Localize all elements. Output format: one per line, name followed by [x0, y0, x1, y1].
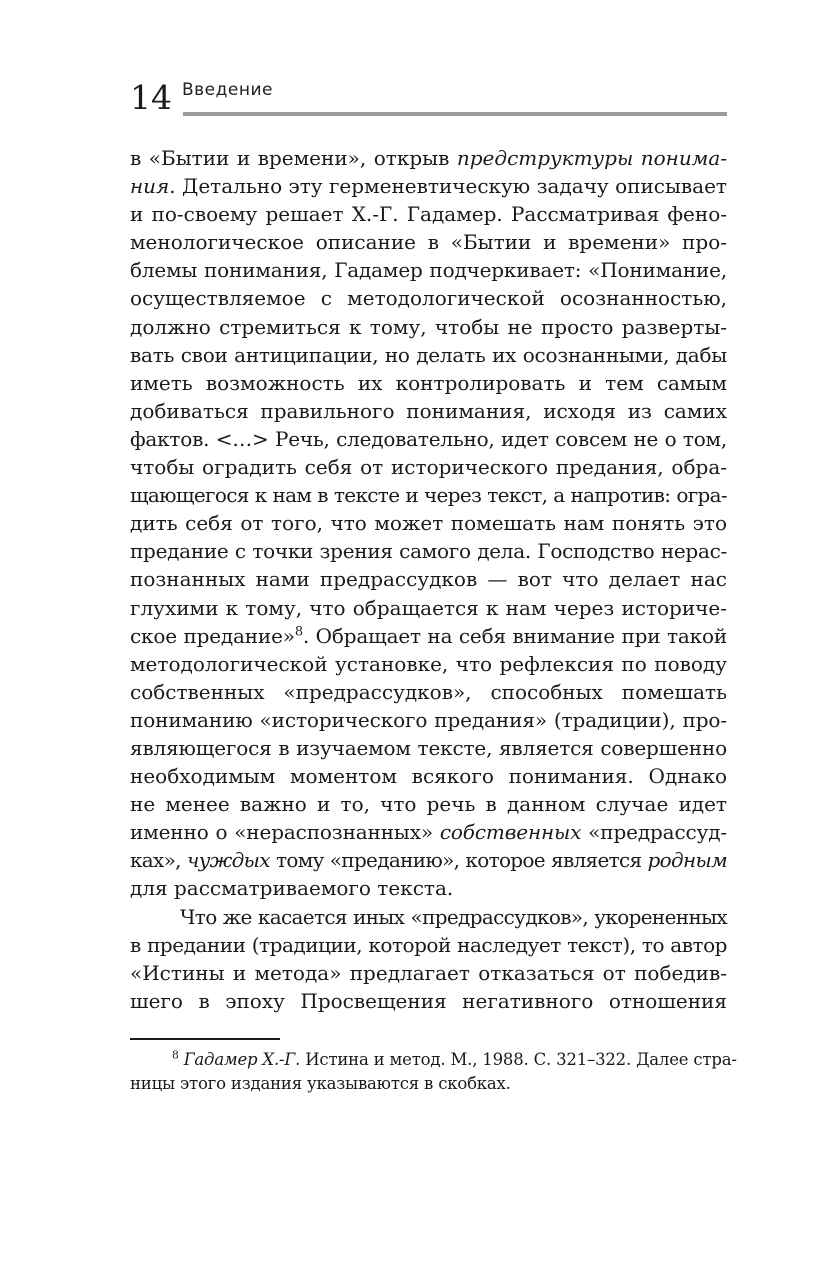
text-line: «Истины и метода» предлагает отказаться от победив- [130, 960, 727, 985]
text-line: чтобы оградить себя от исторического предания, обра- [130, 455, 727, 480]
text-line: дить себя от того, что может помешать нам понять это [130, 511, 727, 536]
footnote-separator [130, 1038, 280, 1040]
footnote-author: Гадамер Х.-Г. [183, 1050, 301, 1069]
text-line: должно стремиться к тому, чтобы не просто разверты- [130, 314, 727, 339]
text-line: шего в эпоху Просвещения негативного отношения [130, 988, 727, 1013]
text-line: именно о «нераспознанных» собственных «предрассуд- [130, 820, 727, 845]
text-line: иметь возможность их контролировать и тем самым [130, 370, 727, 395]
text-line: добиваться правильного понимания, исходя из самих [130, 398, 727, 423]
header-rule [183, 112, 727, 116]
text-line: блемы понимания, Гадамер подчеркивает: «Понимание, [130, 258, 727, 283]
text-line: ское предание»$^8$. Обращает на себя внимание при такой [130, 623, 727, 648]
main-text [130, 144, 727, 1015]
page-number: 14 [130, 78, 172, 117]
text-line: предание с точки зрения самого дела. Господство нерас- [130, 539, 727, 564]
text-line: осуществляемое с методологической осознанностью, [130, 286, 727, 311]
footnote-reference[interactable]: 8 [294, 623, 303, 639]
footnote-line: $^8$ Гадамер Х.-Г. Истина и метод. М., 1988. С. 321–322. Далее стра- [172, 1048, 737, 1069]
text-line: собственных «предрассудков», способных помешать [130, 679, 727, 704]
text-line: методологической установке, что рефлексия по поводу [130, 651, 727, 676]
text-line: и по-своему решает Х.-Г. Гадамер. Рассматривая фено- [130, 202, 727, 227]
section-title: Введение [182, 80, 273, 100]
footnote-line: ницы этого издания указываются в скобках. [130, 1074, 511, 1093]
text-line: в предании (традиции, которой наследует текст), то автор [130, 932, 727, 957]
text-line: являющегося в изучаемом тексте, является совершенно [130, 735, 727, 760]
text-line: не менее важно и то, что речь в данном случае идет [130, 792, 727, 817]
footnote [130, 1048, 737, 1096]
footnote-marker: 8 [172, 1048, 179, 1062]
text-line: познанных нами предрассудков — вот что делает нас [130, 567, 727, 592]
text-line: необходимым моментом всякого понимания. Однако [130, 764, 727, 789]
text-line: ния. Детально эту герменевтическую задачу описывает [130, 174, 727, 199]
text-line: для рассматриваемого текста. [130, 876, 454, 901]
text-line: щающегося к нам в тексте и через текст, а напротив: огра- [130, 483, 727, 508]
text-line: пониманию «исторического предания» (традиции), про- [130, 707, 727, 732]
text-line: фактов. <…> Речь, следовательно, идет совсем не о том, [130, 426, 727, 451]
text-line: менологическое описание в «Бытии и времени» про- [130, 230, 727, 255]
text-line: ках», чуждых тому «преданию», которое является родным [130, 848, 727, 873]
text-line: в «Бытии и времени», открыв предструктуры понима- [130, 146, 727, 170]
paragraph-start: Что же касается иных «предрассудков», укорененных [180, 904, 727, 929]
text-line: глухими к тому, что обращается к нам через историче- [130, 595, 727, 620]
text-line: вать свои антиципации, но делать их осознанными, дабы [130, 342, 727, 367]
